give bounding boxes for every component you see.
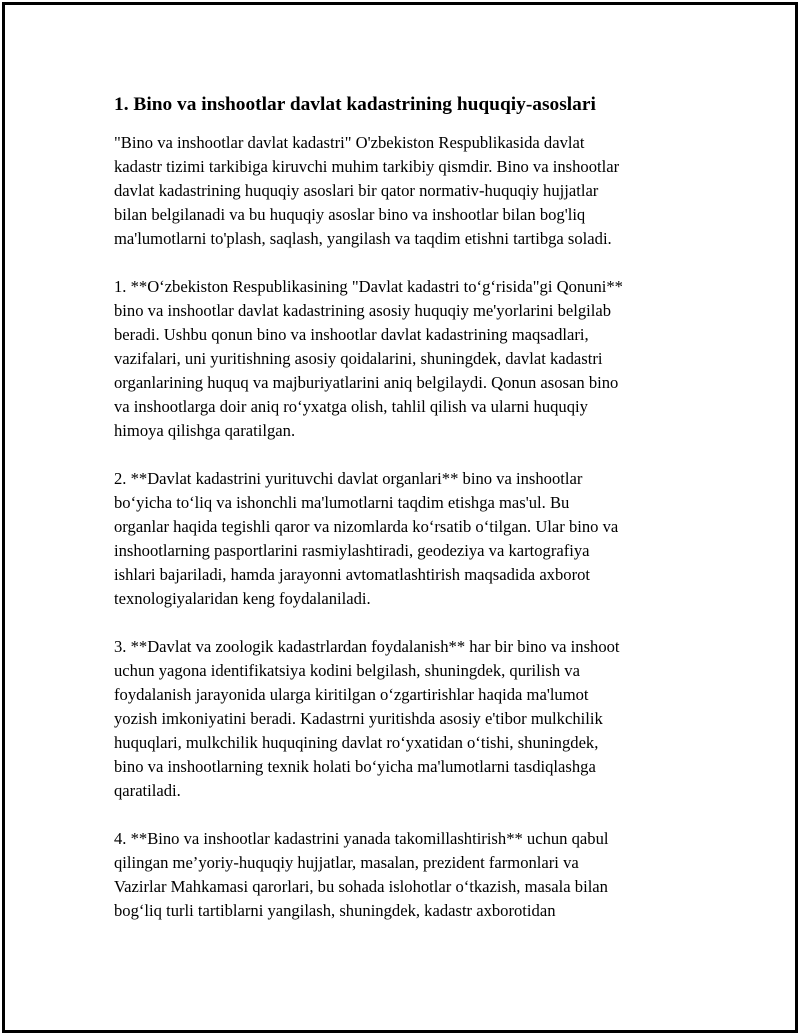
document-body bbox=[114, 92, 694, 947]
paragraph-intro bbox=[114, 131, 694, 251]
paragraph-line: 2. **Davlat kadastrini yurituvchi davlat organlari** bino va inshootlar bbox=[114, 469, 583, 488]
document-title: 1. Bino va inshootlar davlat kadastrining huquqiy-asoslari bbox=[114, 94, 596, 115]
paragraph-line: bino va inshootlarning texnik holati bo‘yicha ma'lumotlarni tasdiqlashga bbox=[114, 757, 596, 776]
paragraph-line: texnologiyalaridan keng foydalaniladi. bbox=[114, 589, 371, 608]
paragraph-line: bo‘yicha to‘liq va ishonchli ma'lumotlarni taqdim etishga mas'ul. Bu bbox=[114, 493, 570, 512]
paragraph-item-4 bbox=[114, 827, 694, 923]
paragraph-line: bog‘liq turli tartiblarni yangilash, shuningdek, kadastr axborotidan bbox=[114, 901, 556, 920]
paragraph-line: organlar haqida tegishli qaror va nizomlarda ko‘rsatib o‘tilgan. Ular bino va bbox=[114, 517, 619, 536]
paragraph-line: ma'lumotlarni to'plash, saqlash, yangilash va taqdim etishni tartibga soladi. bbox=[114, 229, 612, 248]
paragraph-line: "Bino va inshootlar davlat kadastri" O'zbekiston Respublikasida davlat bbox=[114, 133, 585, 152]
paragraph-line: va inshootlarga doir aniq ro‘yxatga olish, tahlil qilish va ularni huquqiy bbox=[114, 397, 588, 416]
paragraph-line: kadastr tizimi tarkibiga kiruvchi muhim tarkibiy qismdir. Bino va inshootlar bbox=[114, 157, 620, 176]
paragraph-line: himoya qilishga qaratilgan. bbox=[114, 421, 296, 440]
paragraph-item-3 bbox=[114, 635, 694, 803]
paragraph-line: Vazirlar Mahkamasi qarorlari, bu sohada islohotlar o‘tkazish, masala bilan bbox=[114, 877, 608, 896]
paragraph-item-2 bbox=[114, 467, 694, 611]
paragraph-line: bino va inshootlar davlat kadastrining asosiy huquqiy me'yorlarini belgilab bbox=[114, 301, 612, 320]
paragraph-line: 1. **O‘zbekiston Respublikasining "Davlat kadastri to‘g‘risida"gi Qonuni** bbox=[114, 277, 623, 296]
paragraph-line: inshootlarning pasportlarini rasmiylashtiradi, geodeziya va kartografiya bbox=[114, 541, 590, 560]
paragraph-line: beradi. Ushbu qonun bino va inshootlar davlat kadastrining maqsadlari, bbox=[114, 325, 589, 344]
paragraph-item-1 bbox=[114, 275, 694, 443]
paragraph-line: bilan belgilanadi va bu huquqiy asoslar bino va inshootlar bilan bog'liq bbox=[114, 205, 586, 224]
paragraph-line: organlarining huquq va majburiyatlarini aniq belgilaydi. Qonun asosan bino bbox=[114, 373, 619, 392]
paragraph-line: qilingan me’yoriy-huquqiy hujjatlar, masalan, prezident farmonlari va bbox=[114, 853, 579, 872]
paragraph-line: 3. **Davlat va zoologik kadastrlardan foydalanish** har bir bino va inshoot bbox=[114, 637, 620, 656]
paragraph-line: yozish imkoniyatini beradi. Kadastrni yuritishda asosiy e'tibor mulkchilik bbox=[114, 709, 603, 728]
paragraph-line: 4. **Bino va inshootlar kadastrini yanada takomillashtirish** uchun qabul bbox=[114, 829, 609, 848]
paragraph-line: davlat kadastrining huquqiy asoslari bir qator normativ-huquqiy hujjatlar bbox=[114, 181, 599, 200]
paragraph-line: huquqlari, mulkchilik huquqining davlat ro‘yxatidan o‘tishi, shuningdek, bbox=[114, 733, 599, 752]
paragraph-line: ishlari bajariladi, hamda jarayonni avtomatlashtirish maqsadida axborot bbox=[114, 565, 591, 584]
paragraph-line: uchun yagona identifikatsiya kodini belgilash, shuningdek, qurilish va bbox=[114, 661, 580, 680]
paragraph-line: qaratiladi. bbox=[114, 781, 181, 800]
paragraph-line: vazifalari, uni yuritishning asosiy qoidalarini, shuningdek, davlat kadastri bbox=[114, 349, 603, 368]
paragraph-line: foydalanish jarayonida ularga kiritilgan o‘zgartirishlar haqida ma'lumot bbox=[114, 685, 589, 704]
